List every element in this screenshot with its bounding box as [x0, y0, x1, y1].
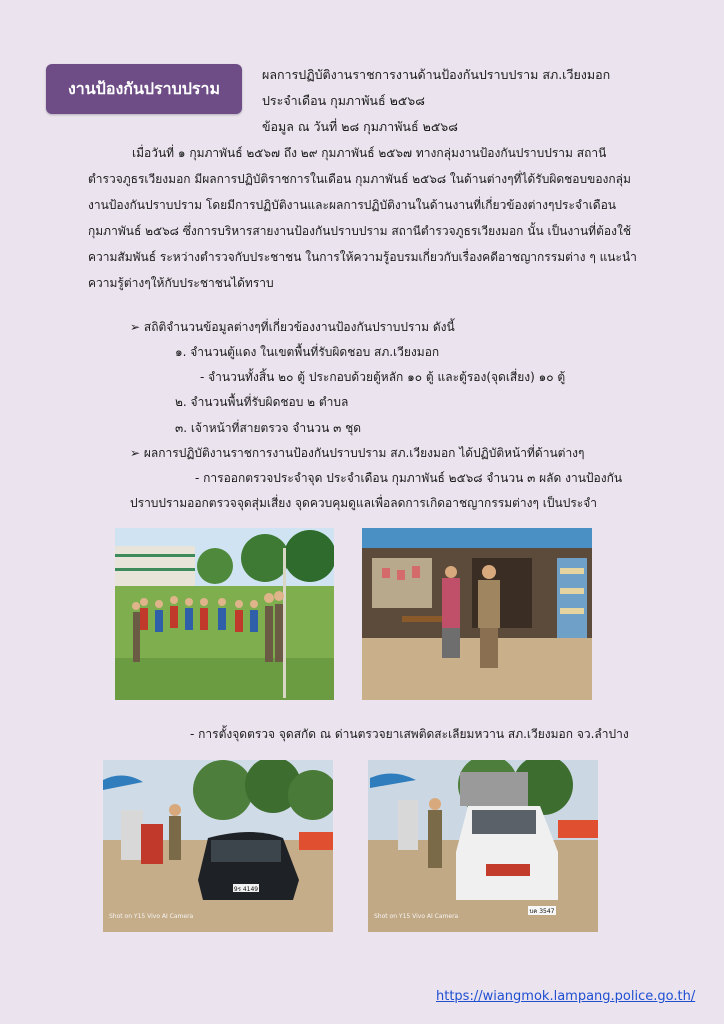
- stats-item-1-sub: - จำนวนทั้งสิ้น ๒๐ ตู้ ประกอบด้วยตู้หลัก ๑๐ ตู้ และตู้รอง(จุดเสี่ยง) ๑๐ ตู้: [200, 370, 566, 384]
- stats-item-3: ๓. เจ้าหน้าที่สายตรวจ จำนวน ๓ ชุด: [175, 421, 362, 435]
- photo-checkpoint-car-image: [103, 760, 333, 932]
- car-plate: 9ร 4149: [233, 886, 259, 893]
- report-month: ประจำเดือน กุมภาพันธ์ ๒๕๖๘: [262, 93, 425, 108]
- results-heading: ➢ ผลการปฏิบัติงานราชการงานป้องกันปราบปราม สภ.เวียงมอก ได้ปฏิบัติหน้าที่ด้านต่างๆ: [130, 446, 585, 460]
- stats-item-1: ๑. จำนวนตู้แดง ในเขตพื้นที่รับผิดชอบ สภ.เวียงมอก: [175, 345, 440, 359]
- footer-website-link[interactable]: https://wiangmok.lampang.police.go.th/: [436, 989, 696, 1004]
- stats-item-2: ๒. จำนวนพื้นที่รับผิดชอบ ๒ ตำบล: [175, 395, 349, 409]
- photo-school-group: [115, 528, 334, 700]
- intro-text: เมื่อวันที่ ๑ กุมภาพันธ์ ๒๕๖๗ ถึง ๒๙ กุมภาพันธ์ ๒๕๖๗ ทางกลุ่มงานป้องกันปราบปราม สถานีตำรวจภูธรเวียงมอก มีผลการปฏิบัติราชการในเดือน กุมภาพันธ์ ๒๕๖๘ ในด้านต่างๆที่ได้รับผิดชอบของกลุ่มงานป้องกันปราบปราม โดยมีการปฏิบัติงานและผลการปฏิบัติงานในด้านงานที่เกี่ยวข้องต่างๆประจำเดือนกุมภาพันธ์ ๒๕๖๘ ซึ่งการบริหารสายงานป้องกันปราบปราม สถานีตำรวจภูธรเวียงมอก นั้น เป็นงานที่ต้องใช้ความสัมพันธ์ ระหว่างตำรวจกับประชาชน ในการให้ความรู้อบรมเกี่ยวกับเรื่องคดีอาชญากรรมต่าง ๆ แนะนำความรู้ต่างๆให้กับประชาชนได้ทราบ: [88, 146, 637, 290]
- results-line-1: - การออกตรวจประจำจุด ประจำเดือน กุมภาพันธ์ ๒๕๖๘ จำนวน ๓ ผลัด งานป้องกัน: [195, 471, 623, 485]
- report-title: ผลการปฏิบัติงานราชการงานด้านป้องกันปราบปราม สภ.เวียงมอก: [262, 67, 611, 82]
- photo-checkpoint-truck: [368, 760, 598, 932]
- section-badge: งานป้องกันปราบปราม: [46, 64, 242, 114]
- intro-paragraph: [88, 140, 638, 296]
- photo-shop-visit-image: [362, 528, 592, 700]
- truck-plate: บค 3547: [529, 908, 555, 915]
- stats-heading: ➢ สถิติจำนวนข้อมูลต่างๆที่เกี่ยวข้องงานป้องกันปราบปราม ดังนี้: [130, 320, 455, 334]
- photo-school-group-image: [115, 528, 334, 700]
- checkpoint-caption: - การตั้งจุดตรวจ จุดสกัด ณ ด่านตรวจยาเสพติดสะเลียมหวาน สภ.เวียงมอก จว.ลำปาง: [190, 727, 629, 741]
- photo-watermark-1: Shot on Y15 Vivo AI Camera: [109, 913, 194, 920]
- photo-watermark-2: Shot on Y15 Vivo AI Camera: [374, 913, 459, 920]
- photo-checkpoint-car: [103, 760, 333, 932]
- photo-checkpoint-truck-image: [368, 760, 598, 932]
- report-date: ข้อมูล ณ วันที่ ๒๘ กุมภาพันธ์ ๒๕๖๘: [262, 119, 458, 134]
- results-line-2: ปราบปรามออกตรวจจุดสุ่มเสี่ยง จุดควบคุมดูแลเพื่อลดการเกิดอาชญากรรมต่างๆ เป็นประจำ: [130, 496, 597, 510]
- photo-shop-visit: [362, 528, 592, 700]
